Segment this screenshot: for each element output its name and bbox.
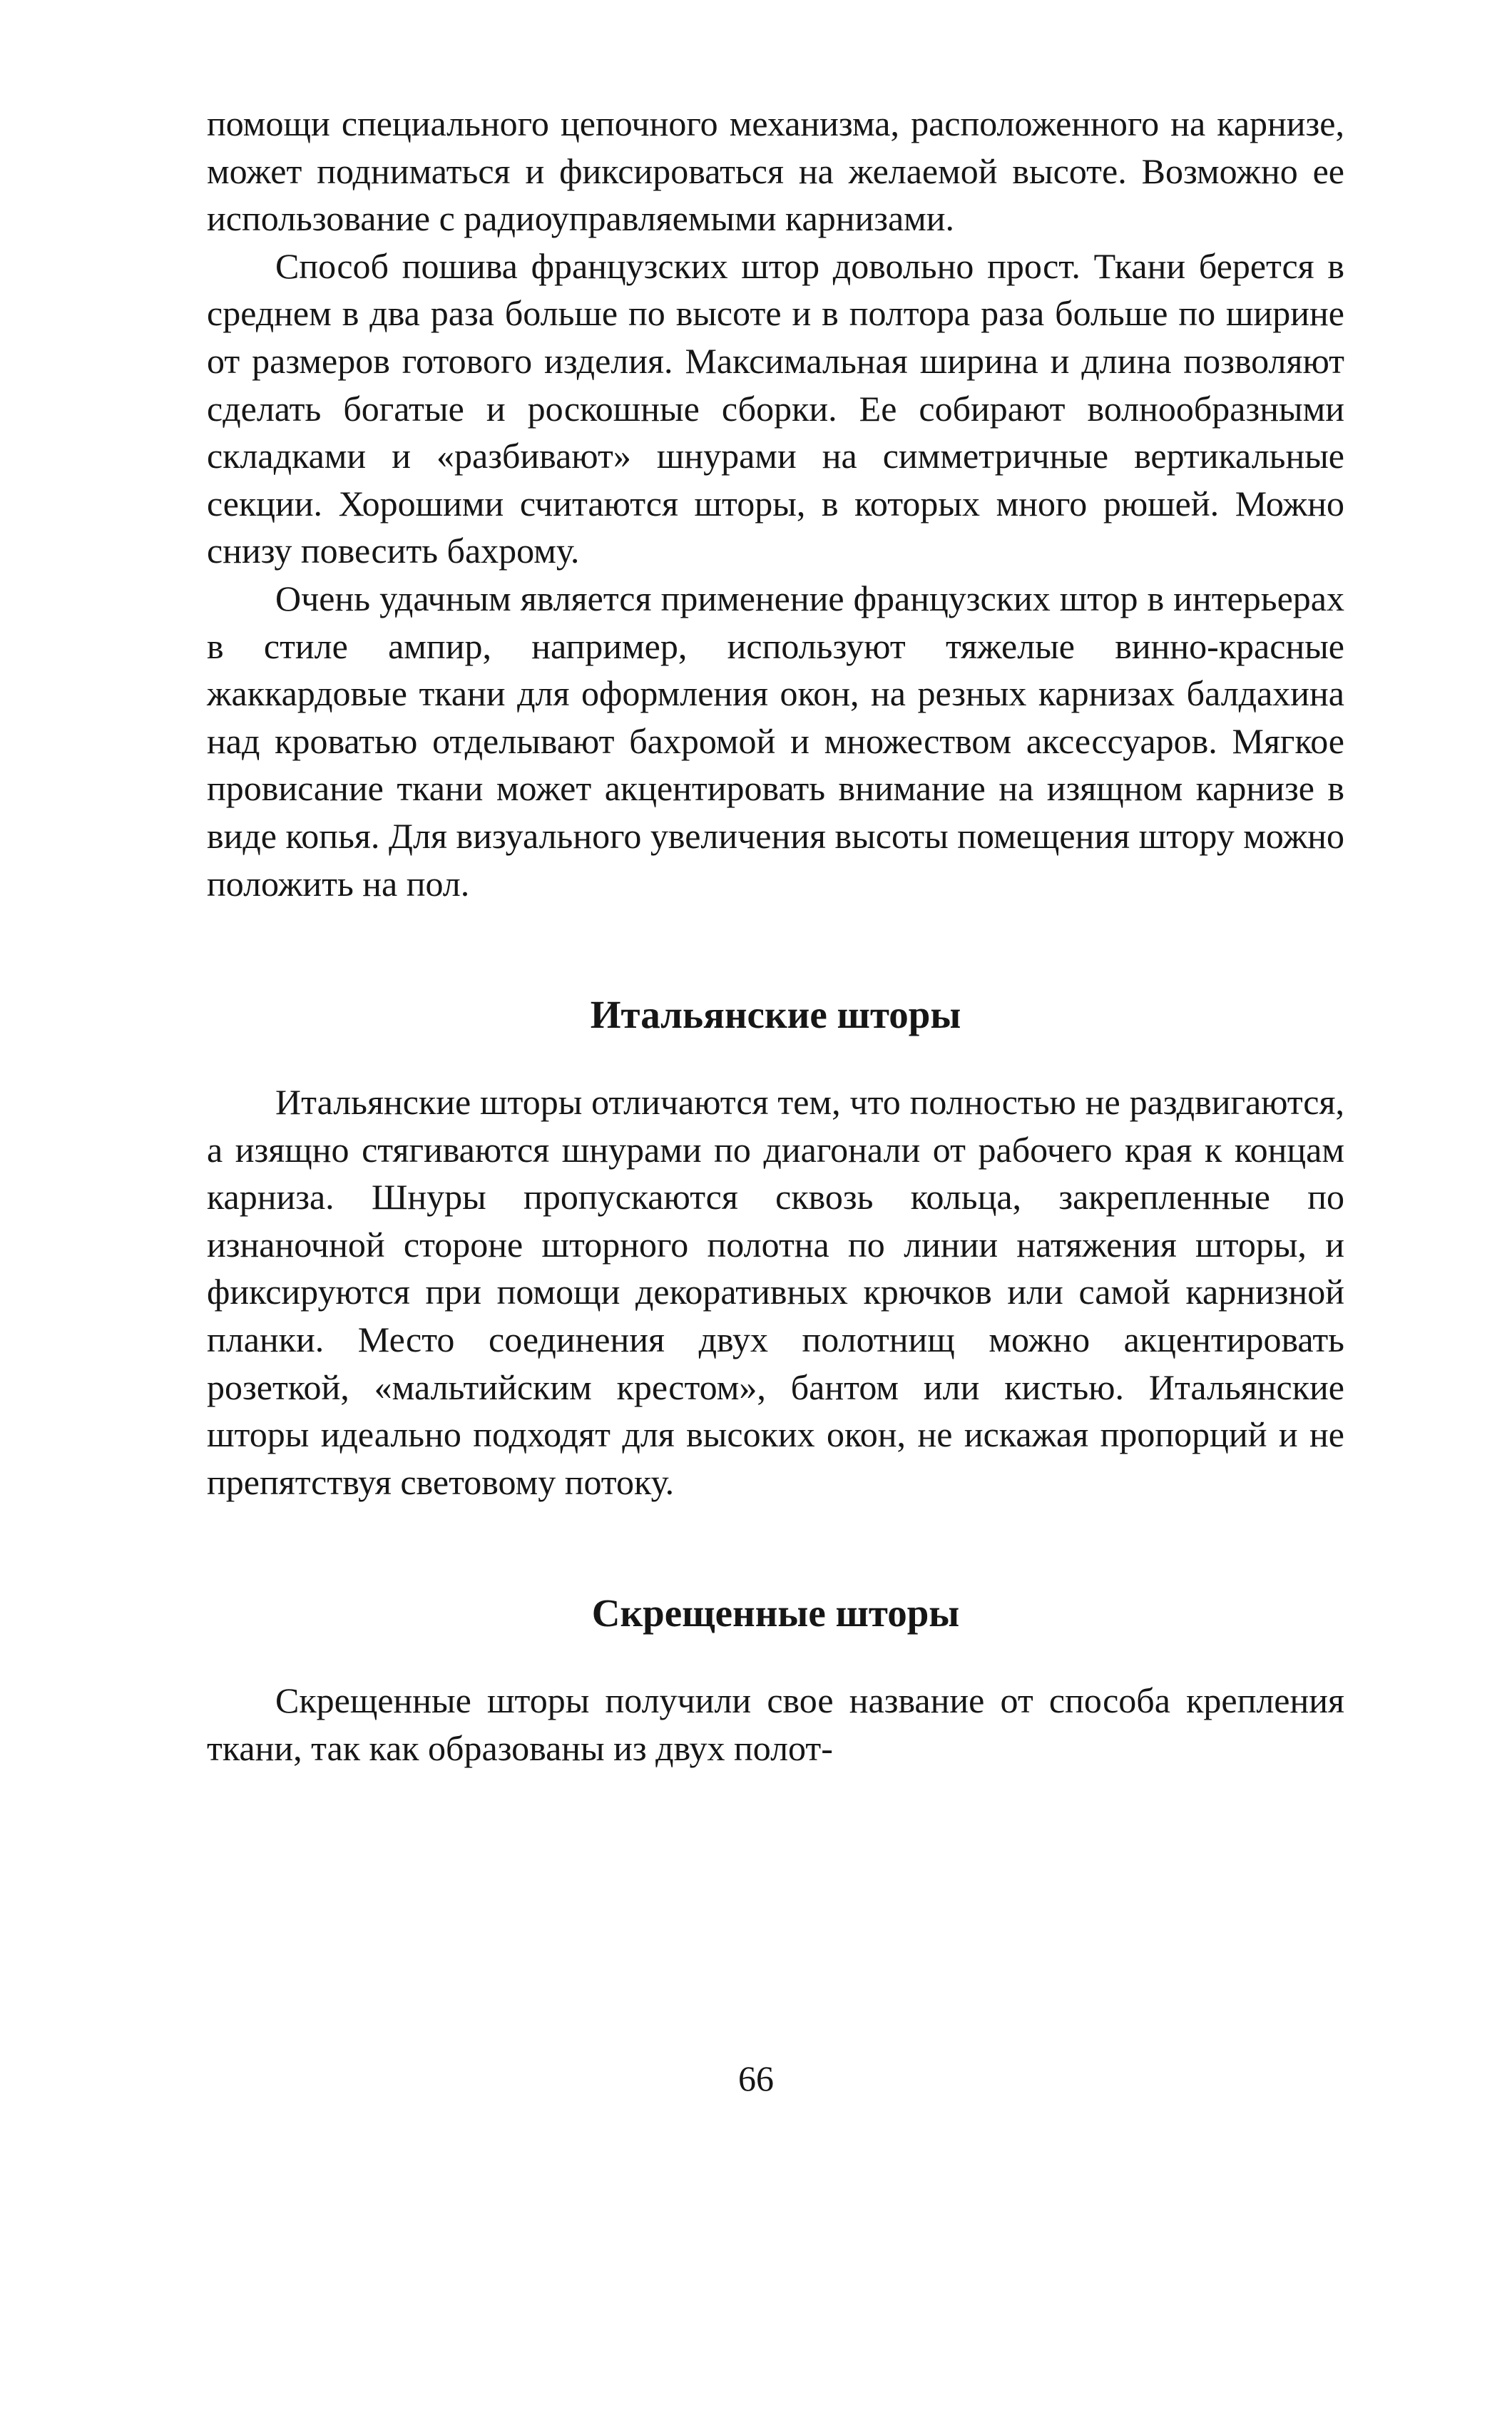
paragraph-crossed-curtains: Скрещенные шторы получили свое название от способа крепления ткани, так как образованы из двух полот- [207,1680,1344,1769]
text-column [207,100,1344,1772]
paragraph-french-sewing: Способ пошива французских штор довольно прост. Ткани берется в среднем в два раза больше по высоте и в полтора раза больше по ширине от размеров готового изделия. Максимальная ширина и длина позволяют сделать богатые и роскошные сборки. Ее собирают волнообразными складками и «разбивают» шнурами на симметричные вертикальные секции. Хорошими считаются шторы, в которых много рюшей. Можно снизу повесить бахрому. [207,245,1344,571]
paragraph-italian-curtains: Итальянские шторы отличаются тем, что полностью не раздвигаются, а изящно стягиваются шнурами по диагонали от рабочего края к концам карниза. Шнуры пропускаются сквозь кольца, закрепленные по изнаночной стороне шторного полотна по линии натяжения шторы, и фиксируются при помощи декоративных крючков или самой карнизной планки. Место соединения двух полотнищ можно акцентировать розеткой, «мальтийским крестом», бантом или кистью. Итальянские шторы идеально подходят для высоких окон, не искажая пропорций и не препятствуя световому потоку. [207,1082,1344,1502]
page-number: 66 [738,2058,774,2098]
heading-italian-curtains: Итальянские шторы [590,993,961,1037]
heading-crossed-curtains: Скрещенные шторы [591,1591,960,1635]
paragraph-continued: помощи специального цепочного механизма, расположенного на карнизе, может подниматься и фиксироваться на желаемой высоте. Возможно ее использование с радиоуправляемыми карнизами. [207,103,1344,239]
paragraph-french-empire: Очень удачным является применение французских штор в интерьерах в стиле ампир, например, используют тяжелые винно-красные жаккардовые ткани для оформления окон, на резных карнизах балдахина над кроватью отделывают бахромой и множеством аксессуаров. Мягкое провисание ткани может акцентировать внимание на изящном карнизе в виде копья. Для визуального увеличения высоты помещения штору можно положить на пол. [207,578,1344,904]
